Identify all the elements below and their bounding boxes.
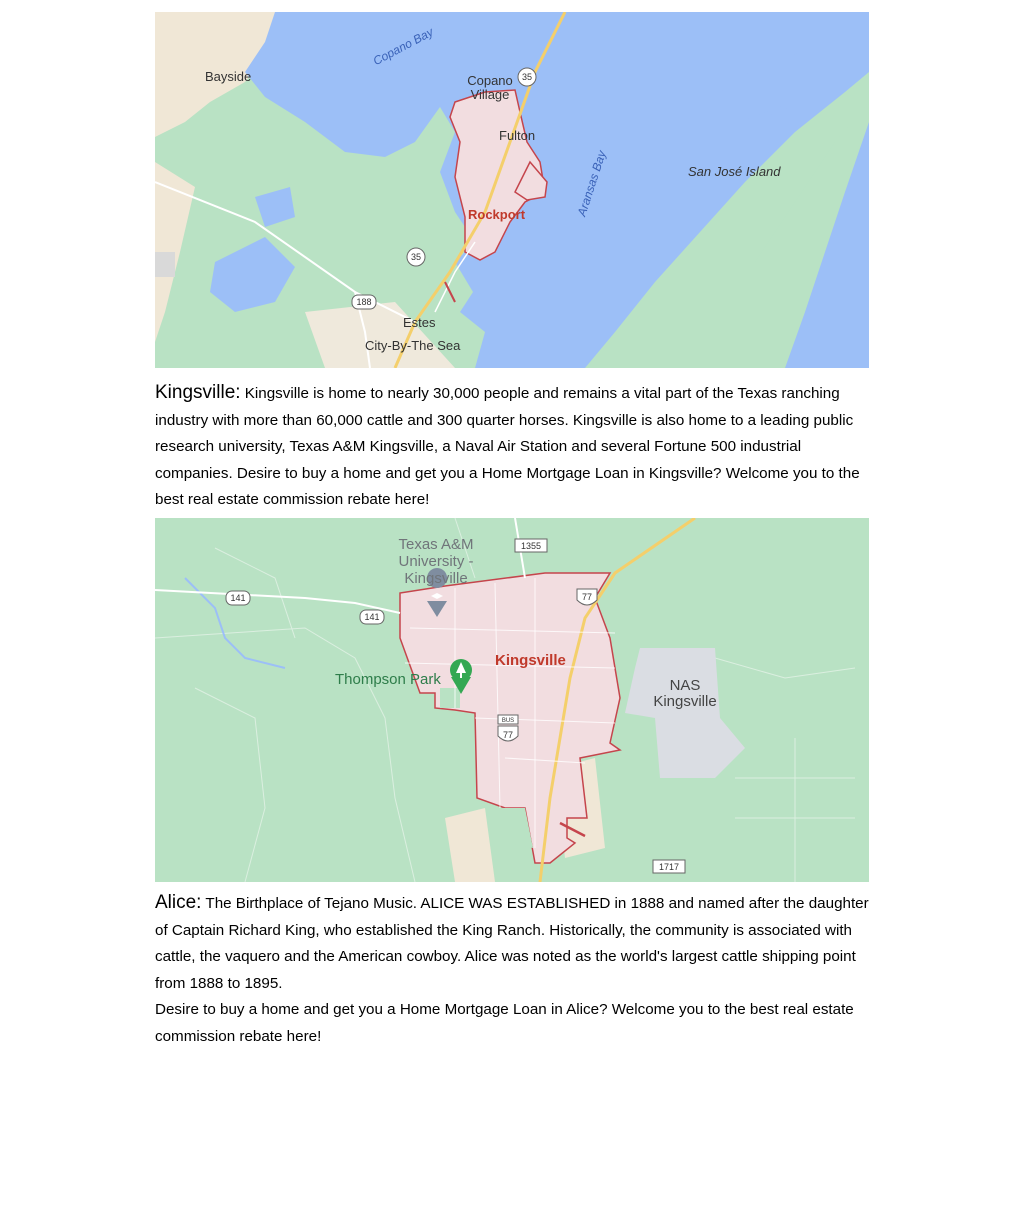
alice-heading: Alice: — [155, 892, 202, 913]
svg-text:77: 77 — [502, 730, 514, 740]
svg-text:188: 188 — [356, 297, 372, 307]
nas-label-line1: NAS — [669, 677, 701, 694]
kingsville-map — [155, 518, 869, 882]
svg-text:141: 141 — [364, 612, 380, 622]
copano-village-label-line2: Village — [470, 87, 510, 102]
fulton-label: Fulton — [499, 128, 536, 143]
svg-text:141: 141 — [230, 593, 246, 603]
park-area — [440, 688, 460, 708]
svg-text:1717: 1717 — [658, 862, 680, 872]
highway-141-shield — [360, 610, 384, 624]
svg-text:35: 35 — [521, 72, 533, 82]
alice-paragraph — [155, 890, 871, 997]
rockport-label: Rockport — [468, 207, 526, 222]
highway-141-shield — [226, 591, 250, 605]
city-by-the-sea-label: City-By-The Sea — [365, 338, 461, 353]
nas-label-line2: Kingsville — [653, 693, 717, 710]
svg-text:BUS: BUS — [501, 718, 515, 724]
kingsville-body: Kingsville is home to nearly 30,000 people and remains a vital part of the Texas ranching industry with more than 60,000 cattle and 300 quarter horses. Kingsville is also home to a leading public research university, Texas A&M Kingsville, a Naval Air Station and several Fortune 500 industrial companies. Desire to buy a home and get you a Home Mortgage Loan in Kingsville? Welcome you to the best real estate commission rebate here! — [155, 385, 860, 508]
alice-body: The Birthplace of Tejano Music. ALICE WAS ESTABLISHED in 1888 and named after the daughter of Captain Richard King, who established the King Ranch. Historically, the community is associated with cattle, the vaquero and the American cowboy. Alice was noted as the world's largest cattle shipping point from 1888 to 1895. — [155, 895, 869, 992]
copano-bay-label: Copano Bay — [370, 24, 436, 69]
fm1355-shield — [515, 539, 547, 552]
kingsville-label: Kingsville — [495, 652, 566, 669]
highway-35-shield — [407, 248, 425, 266]
copano-village-label-line1: Copano — [467, 73, 513, 88]
gray-parcel — [155, 252, 175, 277]
us77-shield — [577, 589, 597, 605]
aransas-bay-label: Aransas Bay — [574, 148, 609, 218]
alice-cta-paragraph: Desire to buy a home and get you a Home Mortgage Loan in Alice? Welcome you to the best real estate commission rebate here! — [155, 1001, 854, 1045]
tamu-label-line1: Texas A&M — [398, 536, 474, 553]
kingsville-paragraph — [155, 380, 871, 514]
san-jose-island-label: San José Island — [688, 164, 781, 179]
fm1717-shield — [653, 860, 685, 873]
estes-label: Estes — [403, 315, 436, 330]
svg-text:77: 77 — [581, 592, 593, 602]
tamu-label-line3: Kingsville — [404, 570, 468, 587]
svg-text:1355: 1355 — [520, 541, 542, 551]
highway-188-shield — [352, 295, 376, 309]
us77-business-shield — [498, 715, 518, 741]
svg-text:35: 35 — [410, 252, 422, 262]
thompson-park-label: Thompson Park — [335, 671, 441, 688]
highway-35-shield — [518, 68, 536, 86]
tamu-label-line2: University - — [398, 553, 474, 570]
kingsville-heading: Kingsville: — [155, 382, 241, 403]
rockport-area-map — [155, 12, 869, 368]
bayside-label: Bayside — [205, 69, 252, 84]
